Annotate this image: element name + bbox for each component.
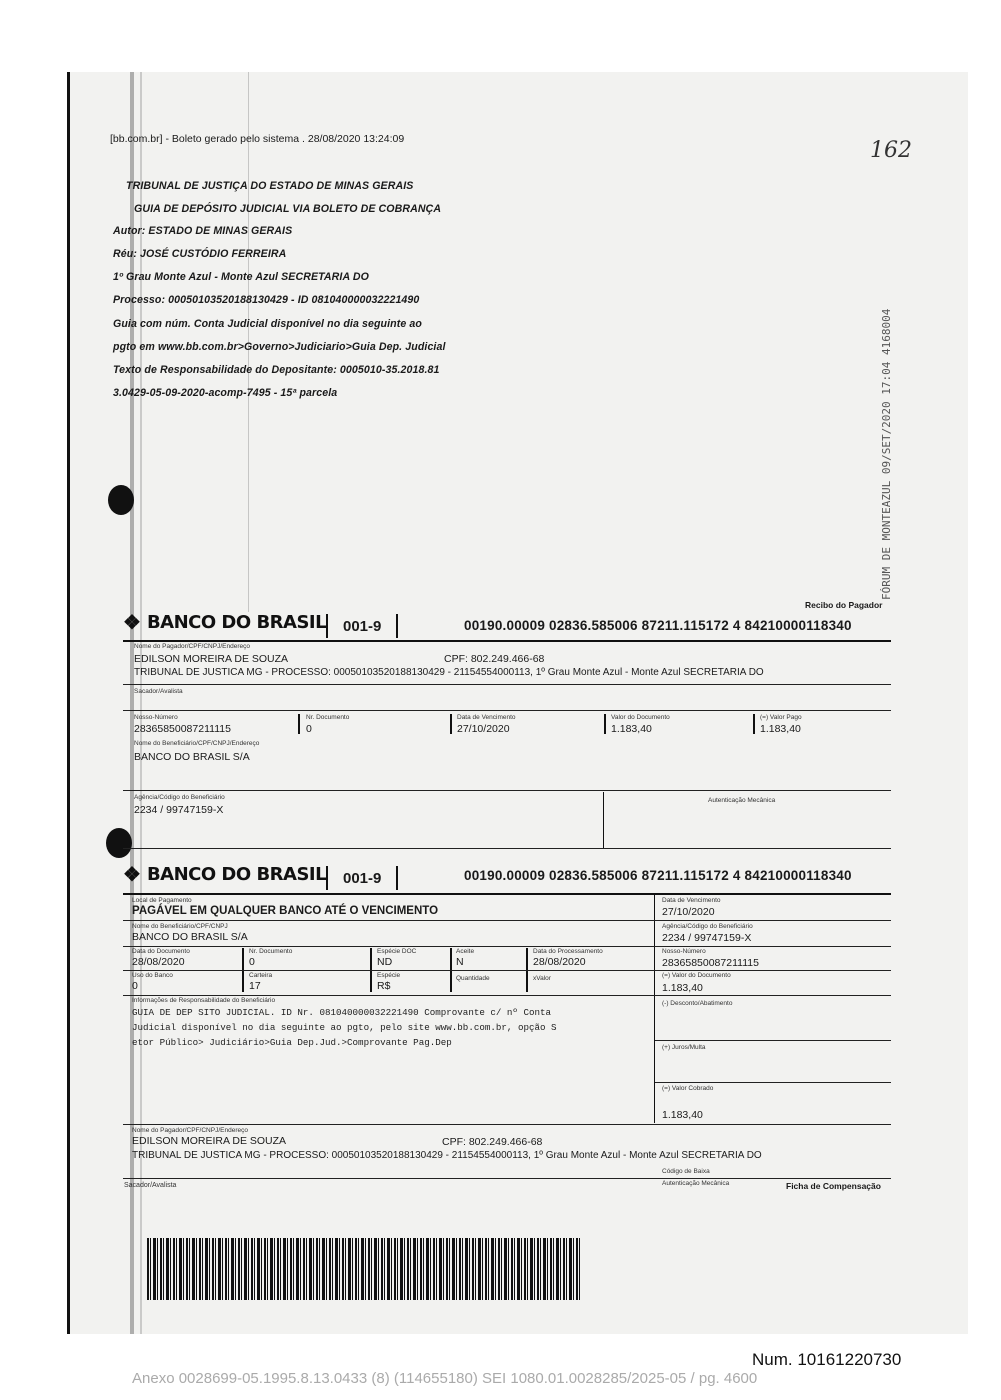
agencia: 2234 / 99747159-X bbox=[134, 804, 224, 816]
beneficiario: BANCO DO BRASIL S/A bbox=[132, 931, 248, 943]
field-label: Data de Vencimento bbox=[457, 714, 516, 721]
nosso-numero: 28365850087211115 bbox=[134, 723, 231, 735]
divider bbox=[123, 710, 891, 711]
field-label: Sacador/Avalista bbox=[124, 1182, 177, 1189]
page-edge-shadow bbox=[67, 72, 70, 1334]
divider bbox=[123, 995, 891, 996]
info-line: GUIA DE DEP SITO JUDICIAL. ID Nr. 081040000032221490 Comprovante c/ nº Conta bbox=[132, 1007, 552, 1018]
divider bbox=[123, 684, 891, 685]
field-label: Uso do Banco bbox=[132, 972, 173, 979]
divider bbox=[123, 1124, 891, 1125]
recibo-title: Recibo do Pagador bbox=[805, 600, 883, 610]
bank-name: BANCO DO BRASIL bbox=[146, 864, 327, 885]
field-label: Espécie bbox=[377, 972, 401, 979]
divider bbox=[603, 792, 604, 848]
nosso-numero: 28365850087211115 bbox=[662, 957, 759, 969]
ficha-compensacao-label: Ficha de Compensação bbox=[786, 1181, 881, 1191]
field-label: Nome do Pagador/CPF/CNPJ/Endereço bbox=[134, 643, 250, 650]
divider bbox=[123, 790, 891, 791]
nr-documento: 0 bbox=[306, 723, 312, 735]
divider bbox=[123, 640, 891, 642]
pagador-cpf: CPF: 802.249.466-68 bbox=[444, 653, 545, 665]
data-processamento: 28/08/2020 bbox=[533, 956, 586, 968]
divider bbox=[123, 920, 891, 921]
pagador-address: TRIBUNAL DE JUSTICA MG - PROCESSO: 00050103520188130429 - 21154554000113, 1º Grau Monte Azul - Monte Azul SECRETARIA DO bbox=[134, 667, 764, 678]
system-header-line: [bb.com.br] - Boleto gerado pelo sistema . 28/08/2020 13:24:09 bbox=[110, 133, 405, 145]
field-label: Nr. Documento bbox=[306, 714, 350, 721]
pagador-name: EDILSON MOREIRA DE SOUZA bbox=[132, 1135, 287, 1147]
divider bbox=[655, 1082, 891, 1083]
divider bbox=[753, 714, 755, 734]
guide-line: Guia com núm. Conta Judicial disponível no dia seguinte ao bbox=[113, 318, 422, 330]
especie: R$ bbox=[377, 980, 391, 992]
divider bbox=[396, 866, 398, 890]
punch-hole bbox=[106, 828, 132, 858]
divider bbox=[655, 1040, 891, 1041]
guide-line: Réu: JOSÉ CUSTÓDIO FERREIRA bbox=[113, 248, 287, 260]
divider bbox=[396, 614, 398, 638]
divider bbox=[654, 895, 655, 1123]
handwritten-page-number: 162 bbox=[870, 138, 912, 163]
field-label: Data do Processamento bbox=[533, 948, 603, 955]
valor-documento: 1.183,40 bbox=[662, 982, 703, 994]
field-label: Nome do Beneficiário/CPF/CNPJ/Endereço bbox=[134, 740, 260, 747]
info-line: Judicial disponível no dia seguinte ao pgto, pelo site www.bb.com.br, opção S bbox=[132, 1022, 557, 1033]
guide-line: 1º Grau Monte Azul - Monte Azul SECRETARIA DO bbox=[113, 271, 369, 283]
field-label: Agência/Código do Beneficiário bbox=[662, 923, 753, 930]
data-documento: 28/08/2020 bbox=[132, 956, 185, 968]
field-label: Data do Documento bbox=[132, 948, 190, 955]
local-pagamento: PAGÁVEL EM QUALQUER BANCO ATÉ O VENCIMENTO bbox=[132, 905, 439, 917]
field-label: (=) Valor Pago bbox=[760, 714, 802, 721]
field-label: xValor bbox=[533, 975, 551, 982]
field-label: Local de Pagamento bbox=[132, 897, 192, 904]
info-line: etor Público> Judiciário>Guia Dep.Jud.>Comprovante Pag.Dep bbox=[132, 1037, 452, 1048]
field-label: Data de Vencimento bbox=[662, 897, 721, 904]
bank-logo bbox=[123, 612, 326, 633]
guide-line: GUIA DE DEPÓSITO JUDICIAL VIA BOLETO DE COBRANÇA bbox=[134, 203, 442, 215]
divider bbox=[123, 893, 891, 895]
agencia: 2234 / 99747159-X bbox=[662, 932, 752, 944]
guide-line: Autor: ESTADO DE MINAS GERAIS bbox=[113, 225, 293, 237]
field-label: (=) Valor do Documento bbox=[662, 972, 731, 979]
valor-documento: 1.183,40 bbox=[611, 723, 652, 735]
barcode bbox=[147, 1238, 582, 1300]
field-label: Carteira bbox=[249, 972, 273, 979]
beneficiario: BANCO DO BRASIL S/A bbox=[134, 751, 250, 763]
field-label: Agência/Código do Beneficiário bbox=[134, 794, 225, 801]
field-label: Código de Baixa bbox=[662, 1168, 710, 1175]
divider bbox=[604, 714, 606, 734]
annex-reference: Anexo 0028699-05.1995.8.13.0433 (8) (114655180) SEI 1080.01.0028285/2025-05 / pg. 4600 bbox=[132, 1370, 758, 1387]
bank-logo-icon: ❖ bbox=[123, 611, 141, 634]
bank-code: 001-9 bbox=[343, 870, 382, 887]
punch-hole bbox=[108, 485, 134, 515]
digitable-line: 00190.00009 02836.585006 87211.115172 4 84210000118340 bbox=[464, 618, 852, 633]
field-label: Espécie DOC bbox=[377, 948, 417, 955]
guide-line: TRIBUNAL DE JUSTIÇA DO ESTADO DE MINAS GERAIS bbox=[126, 180, 414, 192]
bank-logo-icon: ❖ bbox=[123, 863, 141, 886]
valor-cobrado: 1.183,40 bbox=[662, 1109, 703, 1121]
bank-code: 001-9 bbox=[343, 618, 382, 635]
field-label: (+) Juros/Multa bbox=[662, 1044, 706, 1051]
divider bbox=[326, 614, 328, 638]
divider bbox=[123, 970, 891, 971]
field-label: Quantidade bbox=[456, 975, 490, 982]
aceite: N bbox=[456, 956, 464, 968]
uso-banco: 0 bbox=[132, 980, 138, 992]
field-label: Valor do Documento bbox=[611, 714, 670, 721]
carteira: 17 bbox=[249, 980, 261, 992]
divider bbox=[123, 848, 891, 849]
digitable-line: 00190.00009 02836.585006 87211.115172 4 84210000118340 bbox=[464, 868, 852, 883]
document-number: Num. 10161220730 bbox=[752, 1350, 902, 1369]
pagador-address: TRIBUNAL DE JUSTICA MG - PROCESSO: 00050103520188130429 - 21154554000113, 1º Grau Monte Azul - Monte Azul SECRETARIA DO bbox=[132, 1150, 762, 1161]
bank-name: BANCO DO BRASIL bbox=[146, 612, 327, 633]
field-label: Nome do Beneficiário/CPF/CNPJ bbox=[132, 923, 228, 930]
field-label: (-) Desconto/Abatimento bbox=[662, 1000, 733, 1007]
field-label: Autenticação Mecânica bbox=[708, 797, 776, 804]
divider bbox=[123, 1178, 891, 1179]
nr-documento: 0 bbox=[249, 956, 255, 968]
guide-line: Texto de Responsabilidade do Depositante: 0005010-35.2018.81 bbox=[113, 364, 440, 376]
pagador-name: EDILSON MOREIRA DE SOUZA bbox=[134, 653, 289, 665]
divider bbox=[123, 946, 891, 947]
valor-pago: 1.183,40 bbox=[760, 723, 801, 735]
guide-line: 3.0429-05-09-2020-acomp-7495 - 15ª parcela bbox=[113, 387, 338, 399]
forum-stamp: FÓRUM DE MONTEAZUL 09/SET/2020 17:04 4168004 bbox=[880, 308, 893, 600]
field-label: Sacador/Avalista bbox=[134, 688, 183, 695]
guide-line: pgto em www.bb.com.br>Governo>Judiciario>Guia Dep. Judicial bbox=[113, 341, 446, 353]
bank-logo bbox=[123, 864, 326, 885]
field-label: Autenticação Mecânica bbox=[662, 1180, 730, 1187]
vencimento: 27/10/2020 bbox=[662, 906, 715, 918]
vencimento: 27/10/2020 bbox=[457, 723, 510, 735]
field-label: Nr. Documento bbox=[249, 948, 293, 955]
divider bbox=[326, 866, 328, 890]
field-label: Nome do Pagador/CPF/CNPJ/Endereço bbox=[132, 1127, 248, 1134]
field-label: (=) Valor Cobrado bbox=[662, 1085, 714, 1092]
field-label: Aceite bbox=[456, 948, 475, 955]
field-label: Nosso-Número bbox=[662, 948, 706, 955]
guide-line: Processo: 00050103520188130429 - ID 081040000032221490 bbox=[113, 294, 420, 306]
divider bbox=[450, 714, 452, 734]
field-label: Informações de Responsabilidade do Beneficiário bbox=[132, 997, 276, 1004]
field-label: Nosso-Número bbox=[134, 714, 178, 721]
divider bbox=[298, 714, 300, 734]
pagador-cpf: CPF: 802.249.466-68 bbox=[442, 1136, 543, 1148]
especie-doc: ND bbox=[377, 956, 393, 968]
